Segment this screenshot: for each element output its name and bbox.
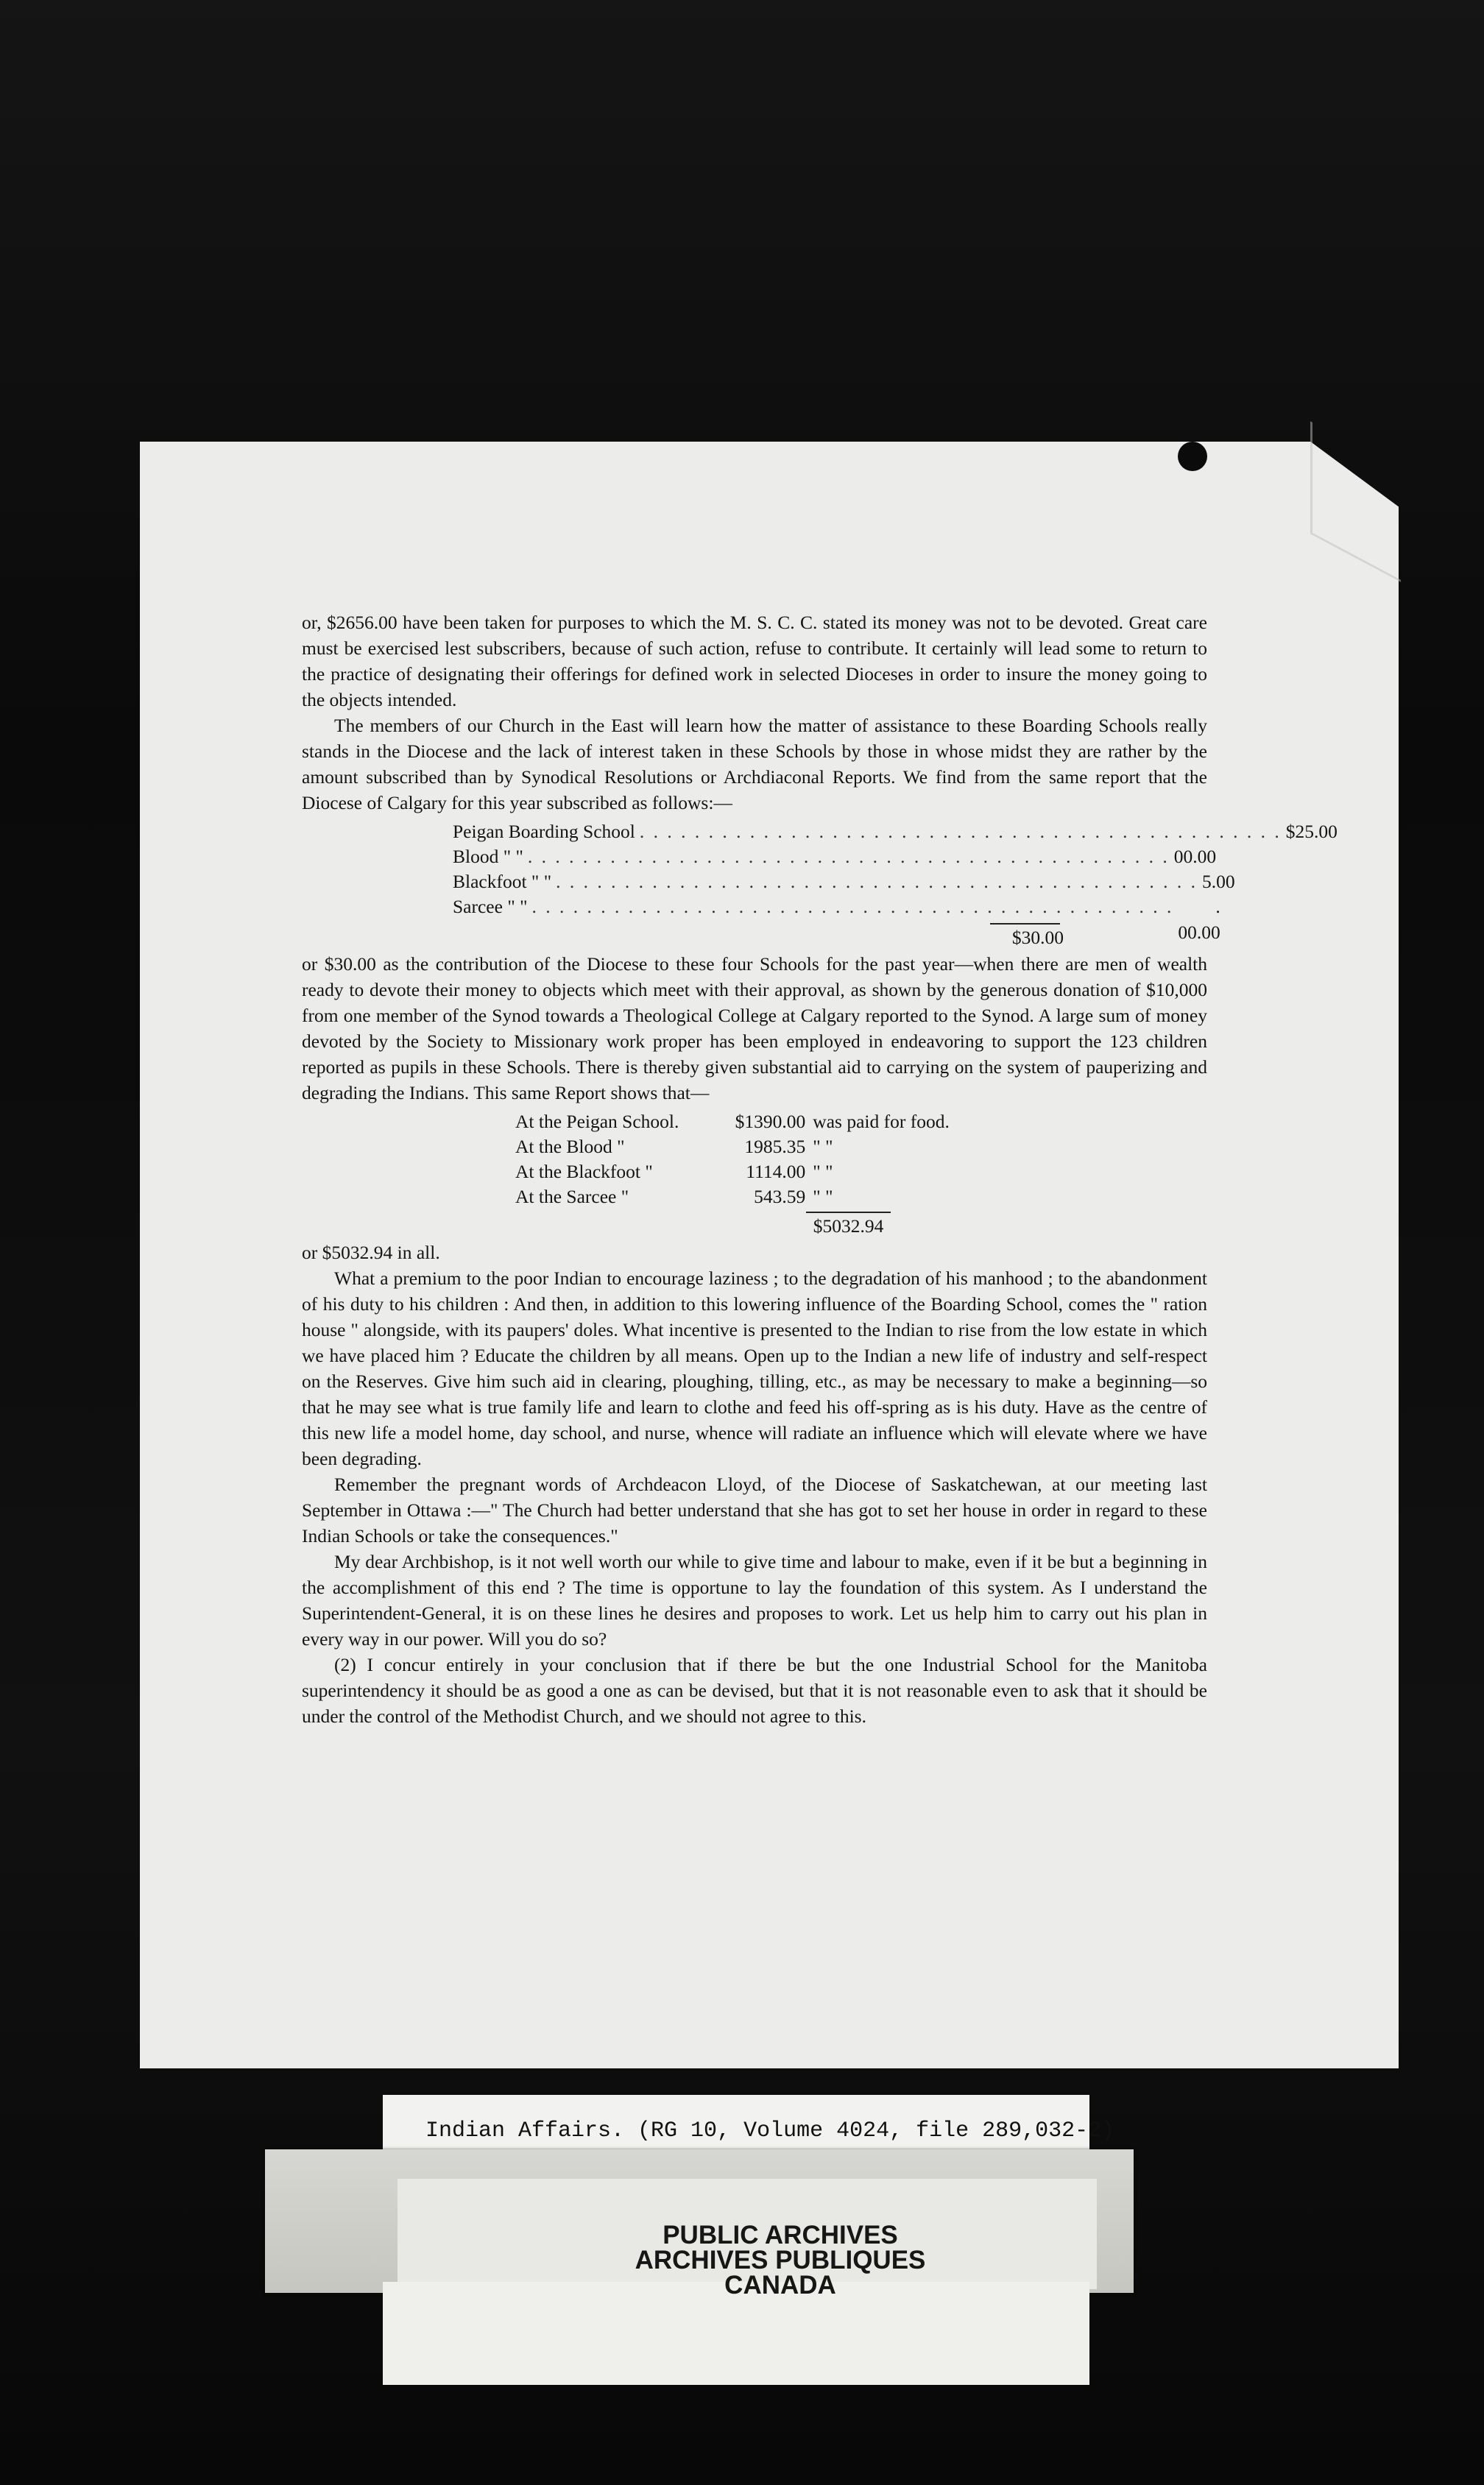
table-row <box>453 844 1217 869</box>
amount: $25.00 <box>1285 821 1338 842</box>
note: was paid for food. <box>813 1111 950 1132</box>
paragraph-1: or, $2656.00 have been taken for purposes to which the M. S. C. C. stated its money was not to be devoted. Great care must be exercised lest subscribers, because of such action, refuse to contribute. It certainly will lead some to return to the practice of designating their offerings for defined work in selected Dioceses in order to insure the money going to the objects intended. <box>302 612 1207 710</box>
amount: $1390.00 <box>735 1111 806 1132</box>
table-row <box>453 819 1338 844</box>
table-row <box>515 1134 1031 1159</box>
paragraph-4: or $5032.94 in all. <box>302 1242 440 1263</box>
document-body <box>302 609 1338 1729</box>
school-place: At the Blood " <box>515 1136 625 1157</box>
paragraph-7: My dear Archbishop, is it not well worth our while to give time and labour to make, even if it be but a beginning in the accomplishment of this end ? The time is opportune to lay the foundation of this system. As I understand the Superintendent-General, it is on these lines he desires and proposes to work. Let us help him to carry out his plan in every way in our power. Will you do so? <box>302 1551 1207 1650</box>
table-row <box>515 1159 1031 1184</box>
school-place: At the Blackfoot " <box>515 1161 653 1182</box>
school-name: Blood " " <box>453 846 523 867</box>
leader-dots: . . . . . . . . . . . . . . . . . . . . . . . . . . . . . . . . . . . . . . . . . . . . . . . <box>556 871 1198 892</box>
note: " " <box>813 1186 833 1207</box>
amount: . 00.00 <box>1178 896 1220 943</box>
table-row <box>453 869 1235 894</box>
leader-dots: . . . . . . . . . . . . . . . . . . . . . . . . . . . . . . . . . . . . . . . . . . . . . . . <box>531 896 1174 917</box>
food-cost-table <box>515 1109 1031 1240</box>
school-place: At the Sarcee " <box>515 1186 629 1207</box>
school-name: Blackfoot " " <box>453 871 552 892</box>
food-cost-total: $5032.94 <box>813 1215 884 1237</box>
paragraph-2: The members of our Church in the East will learn how the matter of assistance to these Boarding Schools really stands in the Diocese and the lack of interest taken in these Schools by those in whose midst they are rather by the amount subscribed than by Synodical Resolutions or Archdiaconal Reports. We find from the same report that the Diocese of Calgary for this year subscribed as follows:— <box>302 715 1207 813</box>
archive-reference: Indian Affairs. (RG 10, Volume 4024, file 289,032-2) <box>425 2118 1115 2143</box>
note: " " <box>813 1136 833 1157</box>
leader-dots: . . . . . . . . . . . . . . . . . . . . . . . . . . . . . . . . . . . . . . . . . . . . . . . <box>527 846 1170 867</box>
table-row <box>515 1184 1031 1209</box>
amount: 5.00 <box>1202 871 1235 892</box>
stamp-line: PUBLIC ARCHIVES <box>662 2221 898 2249</box>
school-place: At the Peigan School. <box>515 1111 679 1132</box>
stamp-line: CANADA <box>724 2271 836 2300</box>
paragraph-3: or $30.00 as the contribution of the Diocese to these four Schools for the past year—when there are men of wealth ready to devote their money to objects which meet with their approval, as shown by the generous donation of $10,000 from one member of the Synod towards a Theological College at Calgary reported to the Synod. A large sum of money devoted by the Society to Missionary work proper has been employed in endeavoring to support the 123 children reported as pupils in these Schools. There is thereby given substantial aid to carrying on the system of pauperizing and degrading the Indians. This same Report shows that— <box>302 953 1207 1103</box>
paragraph-6: Remember the pregnant words of Archdeacon Lloyd, of the Diocese of Saskatchewan, at our meeting last September in Ottawa :—" The Church had better understand that she has got to set her house in order in regard to these Indian Schools or take the consequences." <box>302 1474 1207 1547</box>
school-name: Peigan Boarding School <box>453 821 635 842</box>
paragraph-5: What a premium to the poor Indian to encourage laziness ; to the degradation of his manhood ; to the abandonment of his duty to his children : And then, in addition to this lowering influence of the Boarding School, comes the " ration house " alongside, with its paupers' doles. What incentive is presented to the Indian to rise from the low estate in which we have placed him ? Educate the children by all means. Open up to the Indian a new life of industry and self-respect on the Reserves. Give him such aid in clearing, ploughing, tilling, etc., as may be necessary to make a beginning—so that he may see what is true family life and learn to clothe and feed his off-spring as is his duty. Have as the centre of this new life a model home, day school, and nurse, whence will radiate an influence which will elevate where we have been degrading. <box>302 1268 1207 1469</box>
paragraph-8: (2) I concur entirely in your conclusion that if there be but the one Industrial School for the Manitoba superintendency it should be as good a one as can be devised, but that it is not reasonable even to ask that it should be under the control of the Methodist Church, and we should not agree to this. <box>302 1654 1207 1727</box>
amount: 1114.00 <box>746 1161 806 1182</box>
amount: 543.59 <box>754 1186 806 1207</box>
leader-dots: . . . . . . . . . . . . . . . . . . . . . . . . . . . . . . . . . . . . . . . . . . . . . . . <box>639 821 1282 842</box>
ink-blot <box>1178 442 1207 471</box>
school-name: Sarcee " " <box>453 896 528 917</box>
amount: 00.00 <box>1173 846 1217 867</box>
stamp-line: ARCHIVES PUBLIQUES <box>635 2246 926 2274</box>
amount: 1985.35 <box>744 1136 806 1157</box>
table-row <box>515 1109 1031 1134</box>
note: " " <box>813 1161 833 1182</box>
archive-stamp <box>559 2223 1001 2298</box>
subscription-total: $30.00 <box>1011 927 1064 948</box>
